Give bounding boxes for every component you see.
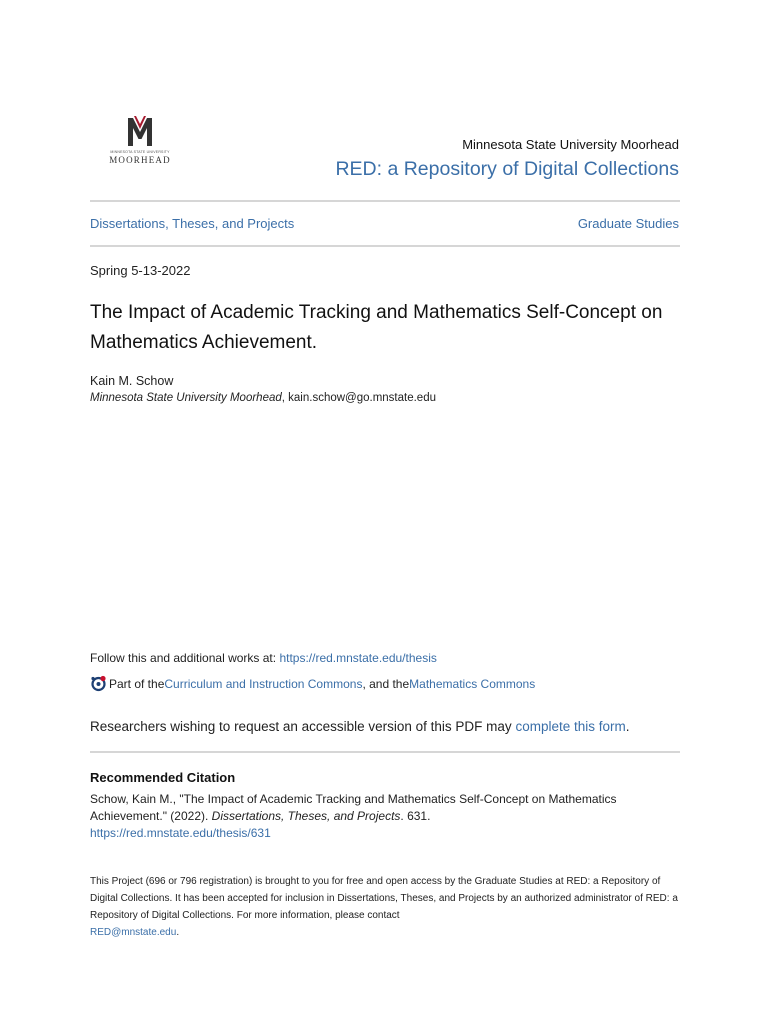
curriculum-commons-link[interactable]: Curriculum and Instruction Commons (164, 676, 363, 691)
citation-block (90, 791, 680, 842)
follow-line (90, 651, 437, 665)
logo-small-text: MINNESOTA STATE UNIVERSITY (110, 150, 170, 154)
author-name: Kain M. Schow (90, 374, 174, 388)
divider (90, 200, 680, 202)
publication-date: Spring 5-13-2022 (90, 263, 191, 278)
citation-text: Schow, Kain M., "The Impact of Academic Tracking and Mathematics Self-Concept on Mathematics Achievement." (2022). (90, 792, 617, 823)
department-link[interactable]: Graduate Studies (577, 216, 679, 231)
repository-link[interactable]: RED: a Repository of Digital Collections (335, 158, 679, 180)
mathematics-commons-link[interactable]: Mathematics Commons (409, 676, 536, 691)
university-name: Minnesota State University Moorhead (462, 137, 679, 152)
part-of-mid: , and the (362, 676, 410, 691)
access-end: . (625, 719, 630, 734)
access-text: Researchers wishing to request an accessible version of this PDF may (90, 719, 516, 734)
citation-number: . 631. (400, 809, 431, 823)
follow-url-link[interactable]: https://red.mnstate.edu/thesis (279, 651, 437, 665)
divider (90, 245, 680, 247)
citation-series: Dissertations, Theses, and Projects (211, 809, 401, 823)
complete-form-link[interactable]: complete this form (515, 719, 626, 734)
document-title: The Impact of Academic Tracking and Mathematics Self-Concept on Mathematics Achievement. (90, 302, 663, 353)
divider (90, 751, 680, 753)
notice-text: This Project (696 or 796 registration) is brought to you for free and open access by the Graduate Studies at RED: a Repository of Digital Collections. It has been accepted for inclusion in Dissertations, Theses, and Projects by an authorized administrator of RED: a Repository of Digital Collections. For more information, please contact (90, 876, 678, 921)
author-email: , kain.schow@go.mnstate.edu (281, 392, 436, 404)
msum-logo (96, 114, 184, 174)
part-of-prefix: Part of the (109, 676, 165, 691)
part-of-line (90, 675, 535, 692)
citation-url-link[interactable]: https://red.mnstate.edu/thesis/631 (90, 826, 271, 840)
follow-label: Follow this and additional works at: (90, 651, 280, 665)
msum-m-icon (124, 114, 156, 148)
accessibility-line (90, 719, 630, 734)
access-notice (90, 873, 680, 941)
series-link[interactable]: Dissertations, Theses, and Projects (90, 216, 295, 231)
author-affiliation (90, 392, 436, 404)
network-commons-icon (90, 675, 107, 692)
logo-wordmark: MOORHEAD (109, 155, 171, 165)
affiliation-name: Minnesota State University Moorhead (90, 392, 282, 404)
notice-end: . (176, 927, 180, 938)
citation-heading: Recommended Citation (90, 770, 236, 785)
contact-email-link[interactable]: RED@mnstate.edu (90, 927, 177, 938)
